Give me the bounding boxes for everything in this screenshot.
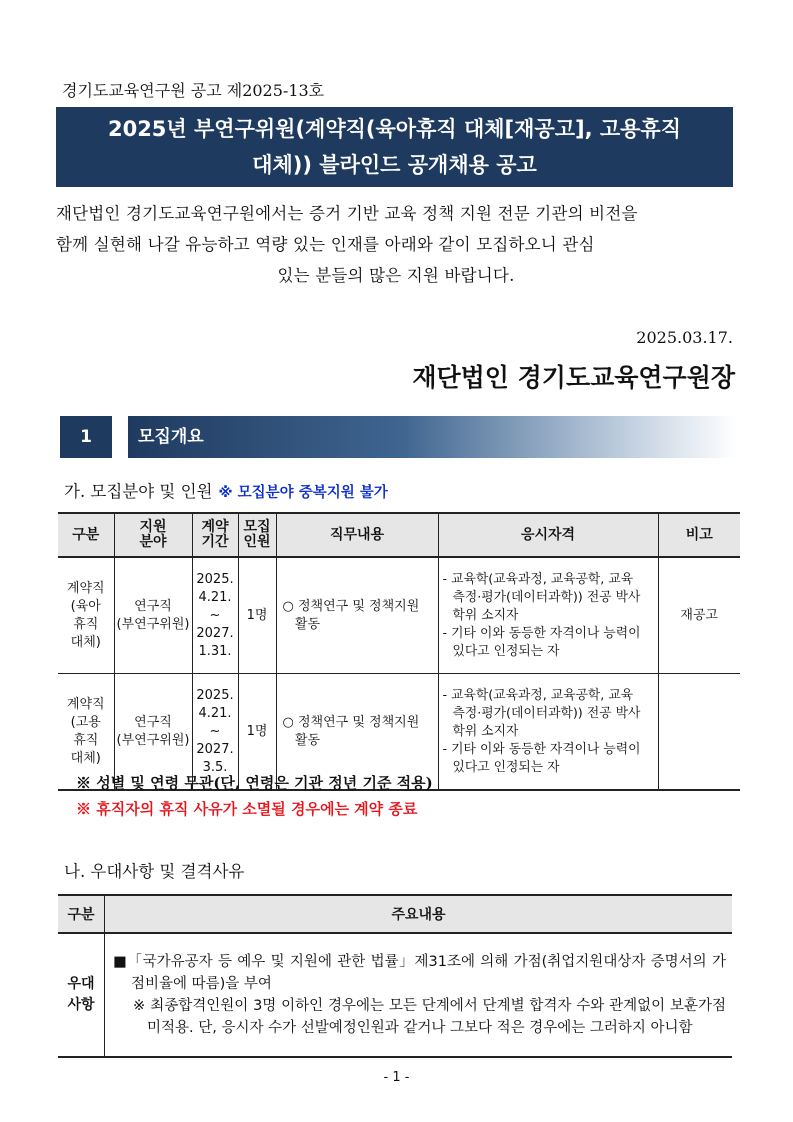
note-contract-end: ※ 휴직자의 휴직 사유가 소멸될 경우에는 계약 종료 xyxy=(76,800,418,818)
cell-count: 1명 xyxy=(238,674,276,791)
header-category: 구분 xyxy=(58,895,105,933)
page-number: - 1 - xyxy=(383,1070,410,1085)
subsection-b-heading: 나. 우대사항 및 결격사유 xyxy=(64,862,245,881)
cell-field: 연구직 (부연구위원) xyxy=(114,557,192,674)
recruit-table xyxy=(58,512,740,791)
cell-category: 우대 사항 xyxy=(58,933,105,1057)
subsection-a-label: 가. 모집분야 및 인원 xyxy=(64,482,213,501)
preference-item-1: ■「국가유공자 등 예우 및 지원에 관한 법률」제31조에 의해 가점(취업지원대상자 증명서의 가점비율에 따름)을 부여 xyxy=(113,954,727,992)
section-number: 1 xyxy=(60,416,112,458)
cell-remark: 재공고 xyxy=(658,557,740,674)
table-row xyxy=(58,933,732,1057)
header-field: 지원 분야 xyxy=(114,513,192,557)
cell-qualification: - 교육학(교육과정, 교육공학, 교육 측정·평가(데이터과학)) 전공 박사 학위 소지자 - 기타 이와 동등한 자격이나 능력이 있다고 인정되는 자 xyxy=(438,557,658,674)
cell-duty: ○ 정책연구 및 정책지원 활동 xyxy=(276,557,438,674)
table-header-row xyxy=(58,513,740,557)
intro-line-1: 재단법인 경기도교육연구원에서는 증거 기반 교육 정책 지원 전문 기관의 비전을 xyxy=(56,204,638,223)
cell-category: 계약직 (육아 휴직 대체) xyxy=(58,557,114,674)
preference-table xyxy=(58,894,732,1058)
subsection-a-note: ※ 모집분야 중복지원 불가 xyxy=(218,485,388,501)
table-row xyxy=(58,557,740,674)
cell-content xyxy=(105,933,733,1057)
subsection-a-heading xyxy=(64,478,388,502)
section-header xyxy=(60,416,736,458)
header-count: 모집 인원 xyxy=(238,513,276,557)
note-gender-age: ※ 성별 및 연령 무관(단, 연령은 기관 정년 기준 적용) xyxy=(76,774,433,792)
header-remark: 비고 xyxy=(658,513,740,557)
header-content: 주요내용 xyxy=(105,895,733,933)
preference-item-2: ※ 최종합격인원이 3명 이하인 경우에는 모든 단계에서 단계별 합격자 수와 관계없이 보훈가점 미적용. 단, 응시자 수가 선발예정인원과 같거나 그보다 적은 경우에는 그러하지 아니함 xyxy=(133,998,726,1036)
organization-name: 재단법인 경기도교육연구원장 xyxy=(412,363,735,392)
cell-field: 연구직 (부연구위원) xyxy=(114,674,192,791)
intro-line-2: 함께 실현해 나갈 유능하고 역량 있는 인재를 아래와 같이 모집하오니 관심 xyxy=(56,235,595,254)
cell-count: 1명 xyxy=(238,557,276,674)
header-category: 구분 xyxy=(58,513,114,557)
title-line-1: 2025년 부연구위원(계약직(육아휴직 대체[재공고], 고용휴직 xyxy=(107,117,682,141)
cell-category: 계약직 (고용 휴직 대체) xyxy=(58,674,114,791)
intro-line-3: 있는 분들의 많은 지원 바랍니다. xyxy=(277,266,515,285)
notice-number: 경기도교육연구원 공고 제2025-13호 xyxy=(62,81,325,100)
intro-paragraph xyxy=(56,198,736,291)
cell-duty: ○ 정책연구 및 정책지원 활동 xyxy=(276,674,438,791)
header-period: 계약 기간 xyxy=(192,513,238,557)
header-duty: 직무내용 xyxy=(276,513,438,557)
notice-date: 2025.03.17. xyxy=(636,328,733,347)
cell-period: 2025. 4.21. ~ 2027. 1.31. xyxy=(192,557,238,674)
title-line-2: 대체)) 블라인드 공개채용 공고 xyxy=(252,153,537,177)
cell-qualification: - 교육학(교육과정, 교육공학, 교육 측정·평가(데이터과학)) 전공 박사 학위 소지자 - 기타 이와 동등한 자격이나 능력이 있다고 인정되는 자 xyxy=(438,674,658,791)
header-qualification: 응시자격 xyxy=(438,513,658,557)
page-title xyxy=(56,107,733,187)
cell-period: 2025. 4.21. ~ 2027. 3.5. xyxy=(192,674,238,791)
section-title: 모집개요 xyxy=(128,416,736,458)
cell-remark xyxy=(658,674,740,791)
table-header-row xyxy=(58,895,732,933)
